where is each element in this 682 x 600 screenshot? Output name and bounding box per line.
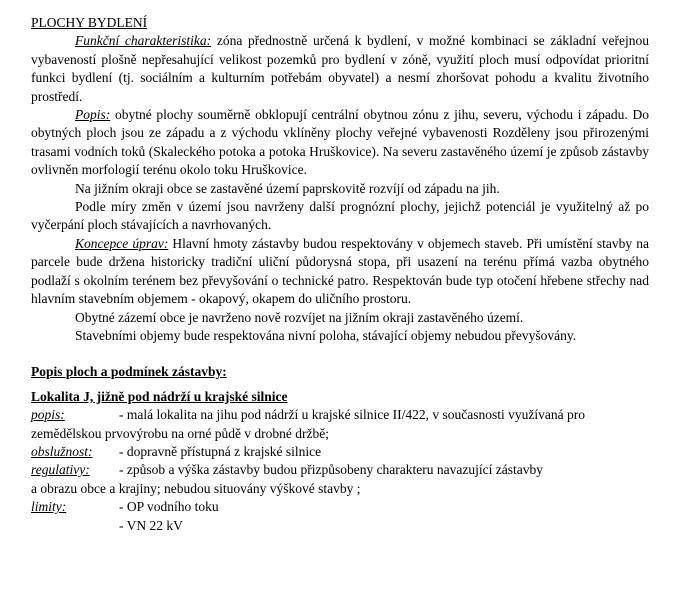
- row-regulativy: [31, 461, 649, 479]
- label-funkcni-charakteristika: Funkční charakteristika:: [75, 33, 212, 49]
- paragraph-obytne-zazemi: Obytné zázemí obce je navrženo nově rozvíjet na jižním okraji zastavěného území.: [75, 309, 524, 325]
- spacer: [31, 345, 649, 363]
- row-limity-2: [31, 517, 649, 535]
- row-obsluznost: [31, 443, 649, 461]
- locality-title-text: Lokalita J, jižně pod nádrží u krajské silnice: [31, 388, 288, 404]
- value-row-limity-2: - VN 22 kV: [119, 517, 183, 533]
- row-popis: [31, 406, 649, 424]
- paragraph-jizni-okraj: Na jižním okraji obce se zastavěné území paprskovitě rozvíjí od západu na jih.: [75, 180, 500, 196]
- section-heading-popis-ploch: Popis ploch a podmínek zástavby:: [31, 364, 227, 380]
- value-row-limity-1: - OP vodního toku: [119, 499, 219, 515]
- row-regulativy-continuation: a obrazu obce a krajiny; nebudou situovány výškové stavby ;: [31, 480, 361, 496]
- row-popis-continuation: zemědělskou prvovýrobu na orné půdě v drobné držbě;: [31, 425, 330, 441]
- value-row-regulativy: - způsob a výška zástavby budou přizpůsobeny charakteru navazující zástavby: [119, 462, 543, 478]
- document-page: [31, 14, 649, 535]
- value-row-obsluznost: - dopravně přístupná z krajské silnice: [119, 443, 322, 459]
- row-limity: [31, 498, 649, 516]
- text-popis: obytné plochy souměrně obklopují centrální obytnou zónu z jihu, severu, východu i západu. Do obytných ploch jsou ze západu a z východu vklíněny plochy veřejné vybavenosti Rozděleny jsou přirozenými trasami vodních toků (Skaleckého potoka a potoka Hruškovice). Na severu zastavěného území je způsob zástavby ovlivněn morfologií terénu okolo toku Hruškovice.: [31, 107, 649, 178]
- paragraph-miry-zmen: Podle míry změn v území jsou navrženy další prognózní plochy, jejichž potenciál je využitelný až po vyčerpání ploch stávajících a navrhovaných.: [31, 199, 649, 233]
- paragraph-popis: [31, 106, 649, 180]
- label-row-obsluznost: obslužnost:: [31, 443, 93, 459]
- label-popis: Popis:: [75, 107, 111, 123]
- paragraph-stavebni-objemy: Stavebními objemy bude respektována nivní poloha, stávající objemy nebudou převyšovány.: [75, 327, 577, 343]
- text-koncepce-uprav: Hlavní hmoty zástavby budou respektovány v objemech staveb. Při umístění stavby na parcele bude držena historicky tradiční uliční půdorysná stopa, při usazení na terénu přímá vazba obytného podlaží s okolním terénem bez převyšování o technické patro. Respektován bude typ otočení hřebene střechy nad hlavním stavebním objemem - okapový, okapem do uličního prostoru.: [31, 235, 649, 307]
- locality-title: [31, 388, 649, 406]
- label-koncepce-uprav: Koncepce úprav:: [75, 235, 169, 251]
- text-funkcni-charakteristika: zóna přednostně určená k bydlení, v možné kombinaci se základní veřejnou vybaveností plošně nepřesahující velikost pozemků pro bydlení v zóně, využití ploch musí odpovídat prioritní funkci bydlení (tj. sociálním a kulturním potřebám obyvatel) a nesmí zhoršovat pohodu a kvalitu životního prostředí.: [31, 33, 649, 104]
- paragraph-koncepce-uprav: [31, 235, 649, 309]
- label-row-popis: popis:: [31, 407, 65, 423]
- paragraph-funkcni-charakteristika: [31, 32, 649, 106]
- section-title: PLOCHY BYDLENÍ: [31, 15, 148, 30]
- value-row-popis: - malá lokalita na jihu pod nádrží u krajské silnice II/422, v současnosti využívaná pro: [119, 407, 586, 423]
- label-row-limity: limity:: [31, 499, 67, 515]
- label-row-regulativy: regulativy:: [31, 462, 90, 478]
